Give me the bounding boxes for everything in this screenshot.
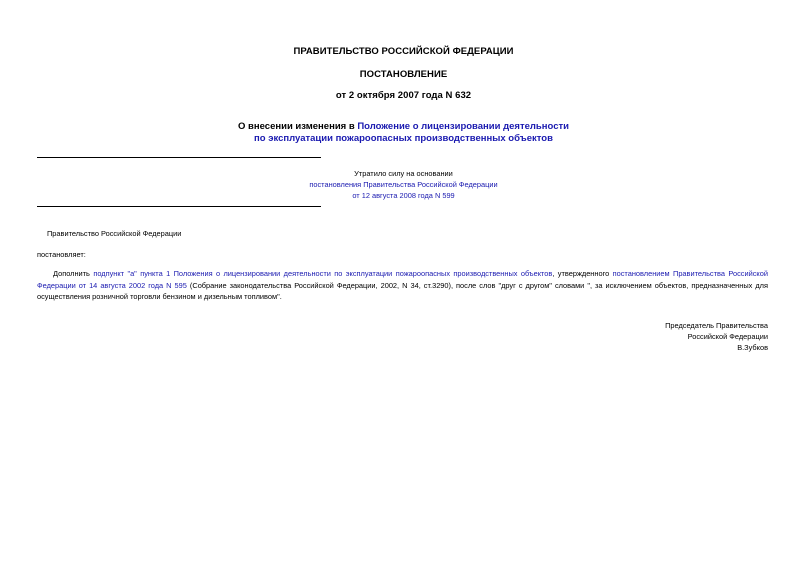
- body-text-part1: Дополнить: [53, 269, 94, 278]
- status-note-line3: [0, 191, 807, 202]
- repeal-decree-link-part1[interactable]: постановления Правительства Российской Федерации: [309, 180, 498, 189]
- subject-prefix: О внесении изменения в: [238, 121, 358, 132]
- signature-name: В.Зубков: [737, 343, 768, 352]
- divider-bottom: [37, 206, 321, 207]
- subject-title-line2: [0, 133, 807, 145]
- subject-title-line1: [0, 121, 807, 133]
- body-text-part2: , утвержденного: [552, 269, 613, 278]
- decrees-text: постановляет:: [37, 250, 86, 259]
- issuer-text: Правительство Российской Федерации: [47, 229, 182, 238]
- approving-decree-link[interactable]: постановлением Правительства Российской Федерации от 14 августа 2002 года N 595: [37, 269, 768, 290]
- status-note-line1: Утратило силу на основании: [354, 169, 453, 178]
- repeal-decree-link-part2[interactable]: от 12 августа 2008 года N 599: [352, 191, 455, 200]
- signature-title-line1: Председатель Правительства: [665, 321, 768, 330]
- subject-link-part1[interactable]: Положение о лицензировании деятельности: [357, 121, 569, 132]
- doc-type-heading: ПОСТАНОВЛЕНИЕ: [359, 69, 448, 80]
- body-text-part3: (Собрание законодательства Российской Федерации, 2002, N 34, ст.3290), после слов "друг с другом" словами ", за исключением объектов, предназначенных для осуществления розничной торговли бензином и дизельным топливом".: [37, 280, 769, 302]
- amended-clause-link[interactable]: подпункт "а" пункта 1 Положения о лицензировании деятельности по эксплуатации пожароопасных производственных объектов: [93, 269, 553, 278]
- authority-heading: ПРАВИТЕЛЬСТВО РОССИЙСКОЙ ФЕДЕРАЦИИ: [293, 46, 514, 57]
- signature-title-line2: Российской Федерации: [687, 332, 768, 341]
- body-paragraph: [37, 268, 768, 303]
- subject-link-part2[interactable]: по эксплуатации пожароопасных производственных объектов: [254, 133, 553, 144]
- date-number-heading: от 2 октября 2007 года N 632: [335, 90, 472, 101]
- divider-top: [37, 157, 321, 158]
- status-note-line2: [0, 180, 807, 191]
